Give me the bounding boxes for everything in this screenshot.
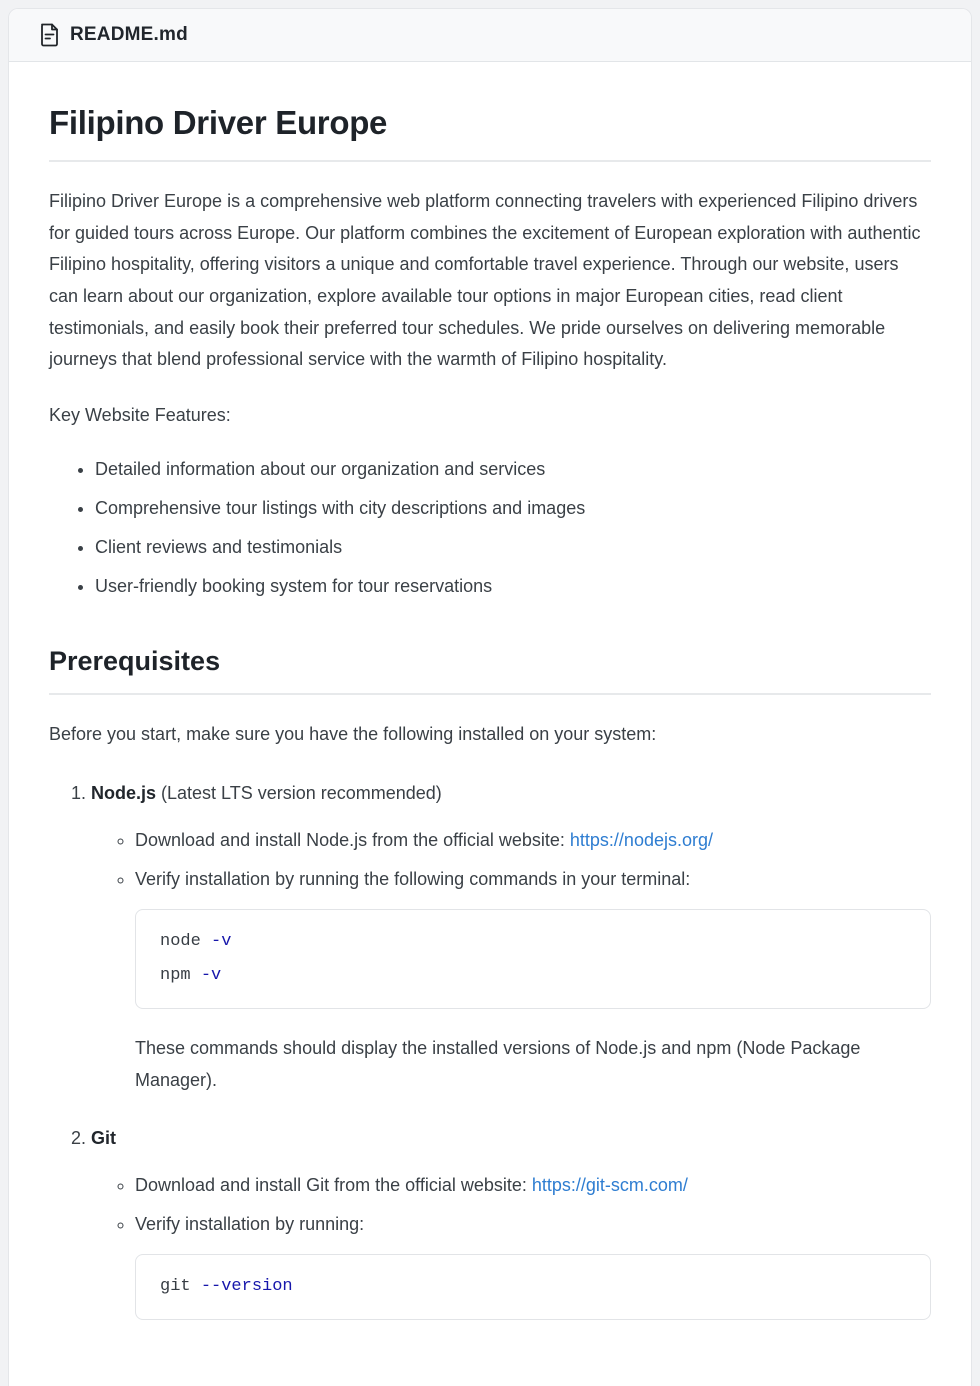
prerequisites-heading: Prerequisites: [49, 646, 931, 695]
list-item: [135, 827, 931, 854]
nodejs-link[interactable]: https://nodejs.org/: [569, 830, 713, 851]
list-item: • Comprehensive tour listings with city descriptions and images: [95, 495, 931, 522]
list-item: [135, 1172, 931, 1199]
code-note: These commands should display the installed versions of Node.js and npm (Node Package Manager).: [135, 1038, 861, 1091]
code-flag: -v: [211, 932, 232, 952]
code-command: node: [160, 932, 201, 952]
features-list: [49, 456, 931, 600]
bullet-text: Download and install Node.js from the official website:: [135, 830, 570, 851]
list-item: [135, 866, 931, 893]
sub-bullet-list: [91, 1172, 931, 1238]
prerequisites-list: [49, 780, 931, 1319]
readme-card: [8, 8, 972, 1386]
item-name-suffix: (Latest LTS version recommended): [156, 783, 442, 804]
features-heading: Key Website Features:: [49, 405, 231, 426]
sub-bullet-list: [91, 827, 931, 893]
item-name: Git: [91, 1127, 116, 1148]
bullet-text: Download and install Git from the official website:: [135, 1174, 532, 1195]
bullet-text: Verify installation by running the following commands in your terminal:: [135, 869, 691, 890]
code-line: [160, 1270, 906, 1304]
code-command: npm: [160, 966, 191, 986]
file-name: README.md: [70, 24, 188, 45]
list-item: • Client reviews and testimonials: [95, 534, 931, 561]
prerequisites-lead: Before you start, make sure you have the following installed on your system:: [49, 723, 657, 744]
git-scm-link[interactable]: https://git-scm.com/: [531, 1174, 688, 1195]
code-line: [160, 925, 906, 959]
file-text-icon: [39, 23, 60, 47]
code-flag: --version: [200, 1276, 293, 1296]
code-block-git-version: [135, 1254, 931, 1320]
list-item: • User-friendly booking system for tour reservations: [95, 573, 931, 600]
list-item: [135, 1211, 931, 1238]
page-title: Filipino Driver Europe: [49, 104, 931, 162]
code-command: git: [160, 1276, 191, 1296]
file-header: [9, 9, 971, 62]
prereq-item-git: [91, 1125, 931, 1320]
item-name: Node.js: [91, 783, 157, 804]
bullet-text: Verify installation by running:: [135, 1213, 365, 1234]
prereq-item-nodejs: [91, 780, 931, 1096]
code-block-node-version: [135, 909, 931, 1009]
list-item: • Detailed information about our organization and services: [95, 456, 931, 483]
code-line: [160, 959, 906, 993]
readme-content: [9, 62, 971, 1386]
code-flag: -v: [200, 966, 222, 986]
intro-paragraph: Filipino Driver Europe is a comprehensive web platform connecting travelers with experienced Filipino drivers for guided tours across Europe. Our platform combines the excitement of European exploration with authentic Filipino hospitality, offering visitors a unique and comfortable travel experience. Through our website, users can learn about our organization, explore available tour options in major European cities, read client testimonials, and easily book their preferred tour schedules. We pride ourselves on delivering memorable journeys that blend professional service with the warmth of Filipino hospitality.: [49, 191, 921, 370]
